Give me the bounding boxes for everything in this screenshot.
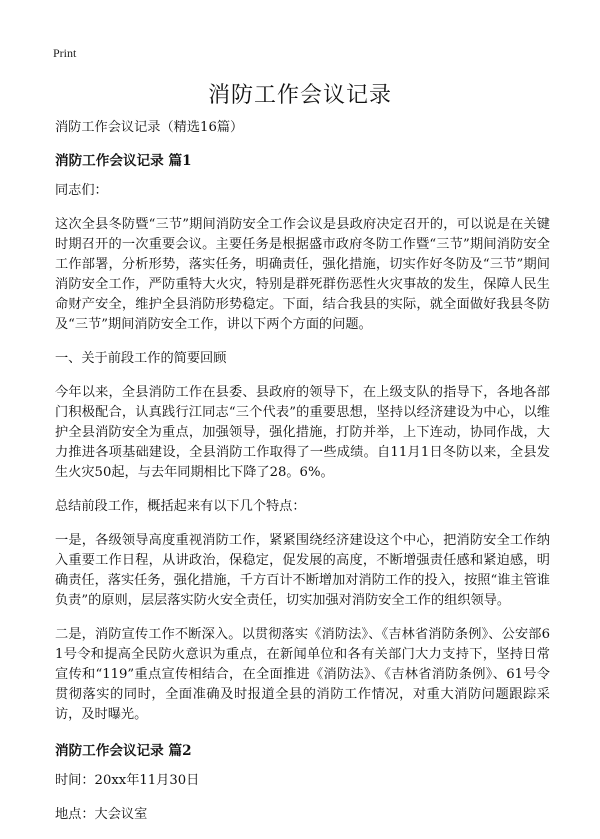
print-link[interactable]: Print [53, 46, 77, 60]
paragraph: 一是，各级领导高度重视消防工作，紧紧围绕经济建设这个中心，把消防安全工作纳入重要工作日程，从讲政治，保稳定，促发展的高度，不断增强责任感和紧迫感，明确责任，落实任务，强化措施，千方百计不断增加对消防工作的投入，按照“谁主管谁负责”的原则，层层落实防火安全责任，切实加强对消防安全工作的组织领导。 [55, 533, 550, 608]
page-title: 消防工作会议记录 [207, 83, 392, 108]
section-heading: 消防工作会议记录 篇2 [55, 743, 192, 759]
paragraph: 一、关于前段工作的简要回顾 [55, 351, 227, 366]
paragraph: 今年以来，全县消防工作在县委、县政府的领导下，在上级支队的指导下，各地各部门积极配合，认真践行江同志“三个代表”的重要思想，坚持以经济建设为中心，以维护全县消防安全为重点，加强领导，强化措施，打防并举，上下连动，协同作战，大力推进各项基础建设，全县消防工作取得了一些成绩。自11月1日冬防以来，全县发生火灾50起，与去年同期相比下降了28。6%。 [55, 385, 550, 480]
document-subtitle: 消防工作会议记录（精选16篇） [55, 120, 244, 135]
paragraph: 时间：20xx年11月30日 [55, 773, 200, 788]
document-body [55, 118, 550, 839]
paragraph: 这次全县冬防暨“三节”期间消防安全工作会议是县政府决定召开的，可以说是在关键时期召开的一次重要会议。主要任务是根据盛市政府冬防工作暨“三节”期间消防安全工作部署，分析形势，落实任务，明确责任，强化措施，切实作好冬防及“三节”期间消防安全工作，严防重特大火灾，特别是群死群伤恶性火灾事故的发生，保障人民生命财产安全，维护全县消防形势稳定。下面，结合我县的实际，就全面做好我县冬防及“三节”期间消防安全工作，讲以下两个方面的问题。 [55, 217, 550, 332]
paragraph: 二是，消防宣传工作不断深入。以贯彻落实《消防法》、《吉林省消防条例》、公安部61号令和提高全民防火意识为重点，在新闻单位和各有关部门大力支持下，坚持日常宣传和“119”重点宣传相结合，在全面推进《消防法》、《吉林省消防条例》、61号令贯彻落实的同时，全面准确及时报道全县的消防工作情况，对重大消防问题跟踪采访，及时曝光。 [55, 627, 550, 722]
section-heading: 消防工作会议记录 篇1 [55, 153, 192, 169]
paragraph: 同志们： [55, 183, 108, 198]
paragraph: 地点：大会议室 [55, 807, 148, 822]
paragraph: 总结前段工作，概括起来有以下几个特点： [55, 499, 306, 514]
